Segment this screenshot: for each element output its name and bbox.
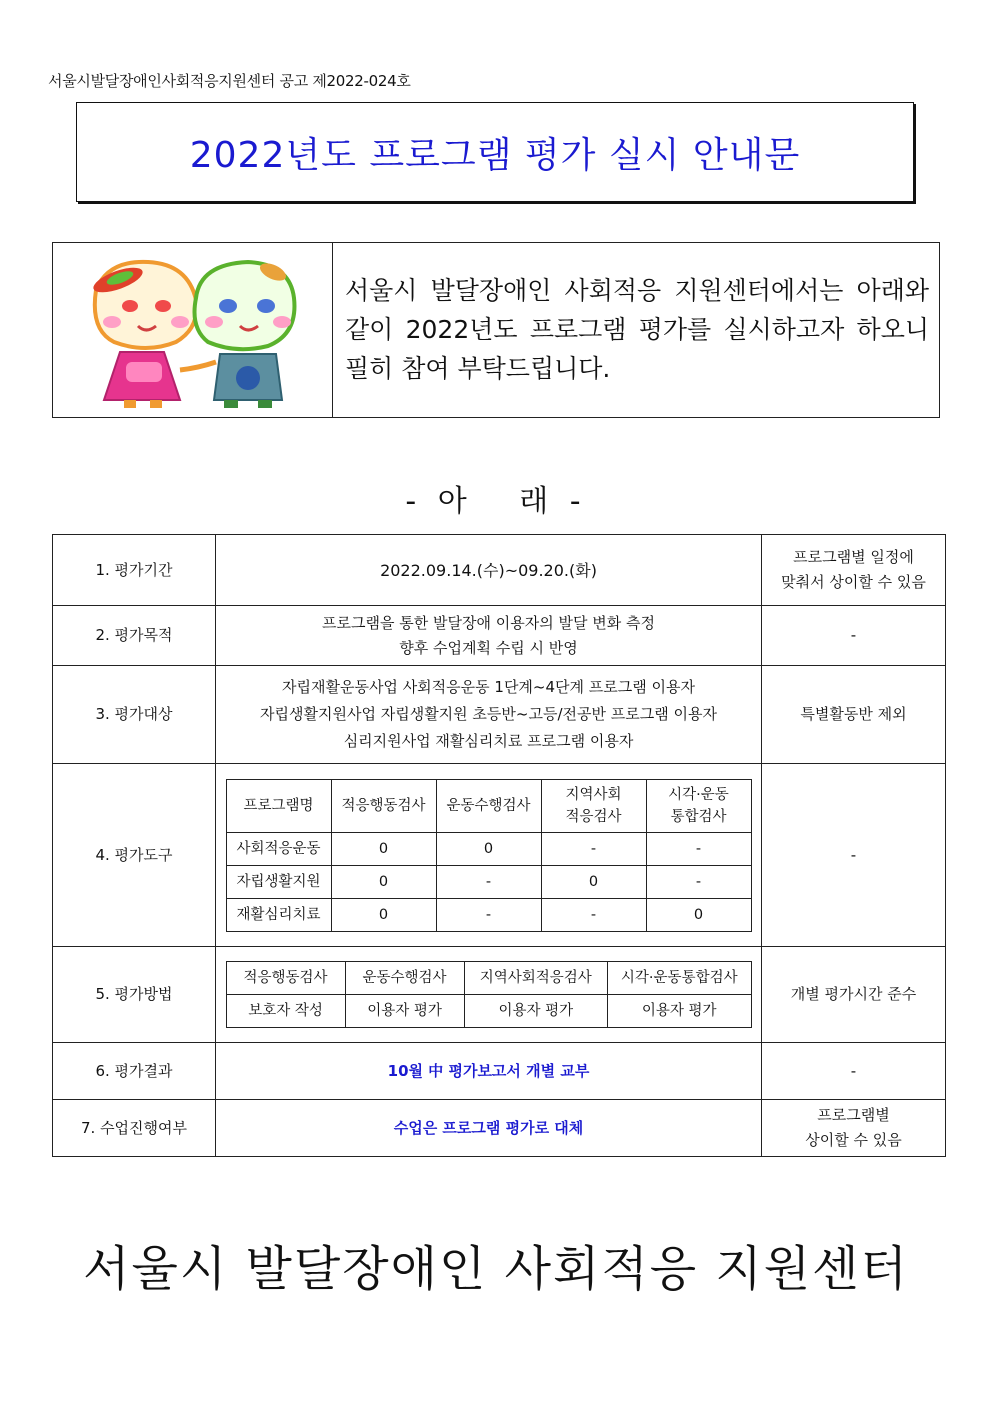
tools-header-row	[226, 779, 751, 832]
method-cell: 이용자 평가	[345, 995, 464, 1028]
organization-footer: 서울시 발달장애인 사회적응 지원센터	[83, 1241, 909, 1297]
table-row	[53, 666, 946, 764]
notice-number: 서울시발달장애인사회적응지원센터 공고 제2022-024호	[48, 72, 411, 90]
table-row	[53, 764, 946, 947]
header-line: 적응검사	[565, 808, 622, 825]
row-content: 수업은 프로그램 평가로 대체	[216, 1100, 762, 1157]
tools-cell: -	[541, 898, 646, 931]
tools-header: 프로그램명	[226, 779, 331, 832]
page-title: 2022년도 프로그램 평가 실시 안내문	[189, 134, 801, 176]
tools-cell: 재활심리치료	[226, 898, 331, 931]
table-row	[53, 1100, 946, 1157]
tools-table	[226, 779, 752, 932]
row-label: 2. 평가목적	[53, 606, 216, 666]
tools-header: 적응행동검사	[331, 779, 436, 832]
row-content	[216, 606, 762, 666]
row-label: 1. 평가기간	[53, 535, 216, 606]
method-cell: 보호자 작성	[226, 995, 345, 1028]
note-line: 프로그램별	[817, 1106, 890, 1124]
tools-header	[646, 779, 751, 832]
row-label: 3. 평가대상	[53, 666, 216, 764]
tools-header: 운동수행검사	[436, 779, 541, 832]
intro-box	[52, 242, 940, 418]
row-content	[216, 764, 762, 947]
tools-cell: 0	[331, 865, 436, 898]
tools-cell: -	[436, 865, 541, 898]
row-content	[216, 947, 762, 1043]
content-line: 프로그램을 통한 발달장애 이용자의 발달 변화 측정	[322, 613, 655, 632]
tools-cell: 0	[331, 832, 436, 865]
note-line: 맞춰서 상이할 수 있음	[781, 573, 926, 591]
row-note	[762, 535, 946, 606]
mascot-girl-icon	[90, 262, 196, 408]
note-line: 프로그램별 일정에	[793, 548, 914, 566]
tools-cell: -	[646, 865, 751, 898]
row-label: 6. 평가결과	[53, 1043, 216, 1100]
note-line: 상이할 수 있음	[805, 1131, 902, 1149]
tools-cell: 0	[331, 898, 436, 931]
row-note: -	[762, 764, 946, 947]
row-content	[216, 666, 762, 764]
method-row	[226, 995, 751, 1028]
method-cell: 이용자 평가	[608, 995, 751, 1028]
table-row	[53, 1043, 946, 1100]
method-header: 지역사회적응검사	[464, 962, 607, 995]
content-line: 자립재활운동사업 사회적응운동 1단계~4단계 프로그램 이용자	[282, 678, 695, 696]
content-line: 향후 수업계획 수립 시 반영	[399, 638, 578, 657]
content-line: 자립생활지원사업 자립생활지원 초등반~고등/전공반 프로그램 이용자	[260, 705, 717, 723]
method-table	[226, 961, 752, 1028]
method-header-row	[226, 962, 751, 995]
table-row	[53, 606, 946, 666]
tools-cell: -	[436, 898, 541, 931]
tools-header	[541, 779, 646, 832]
mascot-boy-icon	[180, 260, 294, 408]
tools-cell: 0	[541, 865, 646, 898]
tools-cell: 0	[646, 898, 751, 931]
row-label: 7. 수업진행여부	[53, 1100, 216, 1157]
row-note: 개별 평가시간 준수	[762, 947, 946, 1043]
method-header: 시각·운동통합검사	[608, 962, 751, 995]
title-box	[76, 102, 914, 202]
tools-cell: -	[541, 832, 646, 865]
intro-message: 서울시 발달장애인 사회적응 지원센터에서는 아래와 같이 2022년도 프로그램 평가를 실시하고자 하오니 필히 참여 부탁드립니다.	[345, 276, 929, 383]
content-line: 심리지원사업 재활심리치료 프로그램 이용자	[343, 732, 634, 750]
mascot-illustration	[53, 243, 333, 417]
tools-cell: 0	[436, 832, 541, 865]
tools-cell: 자립생활지원	[226, 865, 331, 898]
row-note: 특별활동반 제외	[762, 666, 946, 764]
tools-row	[226, 865, 751, 898]
evaluation-table	[52, 534, 946, 1157]
row-note	[762, 1100, 946, 1157]
row-content: 10월 中 평가보고서 개별 교부	[216, 1043, 762, 1100]
method-cell: 이용자 평가	[464, 995, 607, 1028]
header-line: 시각·운동	[668, 786, 729, 803]
table-row	[53, 535, 946, 606]
row-note: -	[762, 1043, 946, 1100]
tools-row	[226, 898, 751, 931]
section-heading: - 아 래 -	[405, 484, 587, 519]
row-label: 5. 평가방법	[53, 947, 216, 1043]
row-content: 2022.09.14.(수)~09.20.(화)	[216, 535, 762, 606]
header-line: 지역사회	[565, 786, 622, 803]
tools-cell: -	[646, 832, 751, 865]
tools-row	[226, 832, 751, 865]
method-header: 적응행동검사	[226, 962, 345, 995]
header-line: 통합검사	[670, 808, 727, 825]
method-header: 운동수행검사	[345, 962, 464, 995]
tools-cell: 사회적응운동	[226, 832, 331, 865]
row-label: 4. 평가도구	[53, 764, 216, 947]
table-row	[53, 947, 946, 1043]
row-note: -	[762, 606, 946, 666]
